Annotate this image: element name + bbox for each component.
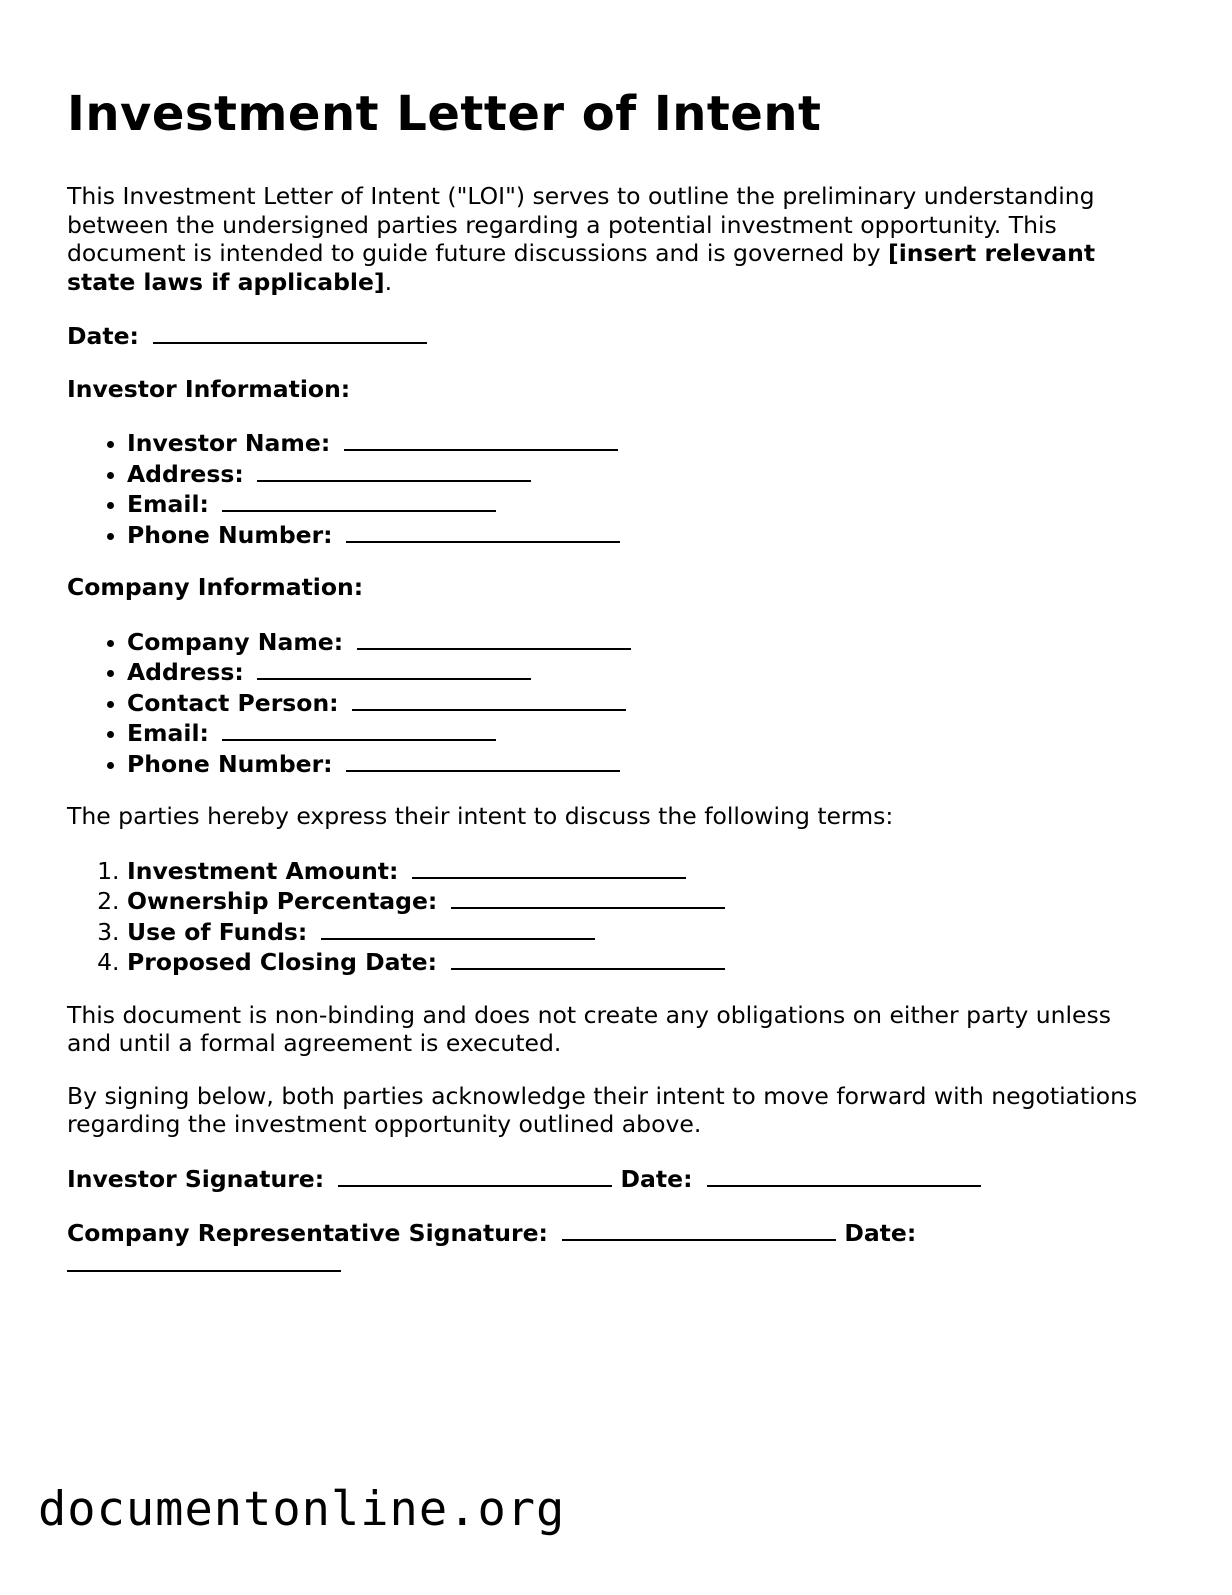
company-email-label: Email: [127, 719, 209, 747]
list-item [127, 656, 1157, 687]
company-name-blank[interactable] [357, 626, 631, 650]
use-of-funds-blank[interactable] [321, 916, 595, 940]
nonbinding-paragraph: This document is non-binding and does not create any obligations on either party unless and until a formal agreement is executed. [67, 1000, 1111, 1057]
company-address-label: Address: [127, 658, 244, 686]
company-phone-label: Phone Number: [127, 749, 333, 778]
list-item [127, 885, 1157, 916]
company-name-label: Company Name: [127, 627, 344, 656]
intro-end: . [384, 267, 393, 296]
list-item [127, 458, 1157, 489]
investor-signature-date-blank[interactable] [707, 1163, 981, 1187]
list-item [127, 519, 1157, 550]
terms-intro: The parties hereby express their intent to discuss the following terms: [67, 802, 894, 830]
investor-fields-list [67, 427, 1157, 549]
list-item [127, 717, 1157, 748]
list-item [127, 427, 1157, 458]
company-signature-date-label: Date: [844, 1219, 917, 1247]
date-line [67, 320, 1157, 351]
company-phone-blank[interactable] [346, 748, 620, 772]
company-signature-blank[interactable] [562, 1217, 836, 1241]
company-heading: Company Information: [67, 573, 364, 601]
list-item [127, 916, 1157, 947]
document-title: Investment Letter of Intent [67, 86, 822, 142]
investor-signature-date-label: Date: [620, 1164, 693, 1193]
investor-phone-label: Phone Number: [127, 520, 333, 549]
company-signature-date-blank[interactable] [67, 1248, 341, 1272]
investor-heading: Investor Information: [67, 374, 351, 403]
intro-text: This Investment Letter of Intent ("LOI") serves to outline the preliminary understanding between the undersigned parties regarding a potential investment opportunity. This document is intended to guide future discussions and is governed by [67, 182, 1095, 267]
intro-paragraph [67, 182, 1157, 296]
company-email-blank[interactable] [222, 717, 496, 741]
investment-amount-label: Investment Amount: [127, 856, 399, 885]
date-blank[interactable] [153, 320, 427, 344]
list-item [127, 946, 1157, 977]
closing-date-blank[interactable] [451, 946, 725, 970]
company-address-blank[interactable] [257, 656, 531, 680]
company-signature-label: Company Representative Signature: [67, 1219, 548, 1247]
company-contact-blank[interactable] [352, 687, 626, 711]
list-item [127, 626, 1157, 657]
investor-phone-blank[interactable] [346, 519, 620, 543]
investor-address-blank[interactable] [257, 458, 531, 482]
ownership-percentage-blank[interactable] [451, 885, 725, 909]
closing-date-label: Proposed Closing Date: [127, 948, 438, 976]
company-signature-line [67, 1217, 1157, 1278]
company-contact-label: Contact Person: [127, 688, 339, 717]
investor-signature-blank[interactable] [338, 1163, 612, 1187]
document-page [67, 84, 1157, 1302]
company-fields-list [67, 626, 1157, 779]
investor-signature-line [67, 1163, 1157, 1194]
list-item [127, 488, 1157, 519]
list-item [127, 687, 1157, 718]
acknowledge-paragraph: By signing below, both parties acknowledge their intent to move forward with negotiations regarding the investment opportunity outlined above. [67, 1081, 1138, 1138]
list-item [127, 855, 1157, 886]
list-item [127, 748, 1157, 779]
terms-list [67, 855, 1157, 977]
investor-name-blank[interactable] [344, 427, 618, 451]
investor-signature-label: Investor Signature: [67, 1164, 325, 1193]
investment-amount-blank[interactable] [412, 855, 686, 879]
watermark: documentonline.org [38, 1482, 566, 1537]
ownership-percentage-label: Ownership Percentage: [127, 887, 438, 915]
intro-bold-placeholder: [insert relevant state laws if applicable] [67, 239, 1096, 296]
investor-address-label: Address: [127, 459, 244, 488]
use-of-funds-label: Use of Funds: [127, 917, 308, 946]
investor-email-blank[interactable] [222, 488, 496, 512]
investor-name-label: Investor Name: [127, 429, 331, 457]
investor-email-label: Email: [127, 490, 209, 518]
date-label: Date: [67, 322, 139, 350]
